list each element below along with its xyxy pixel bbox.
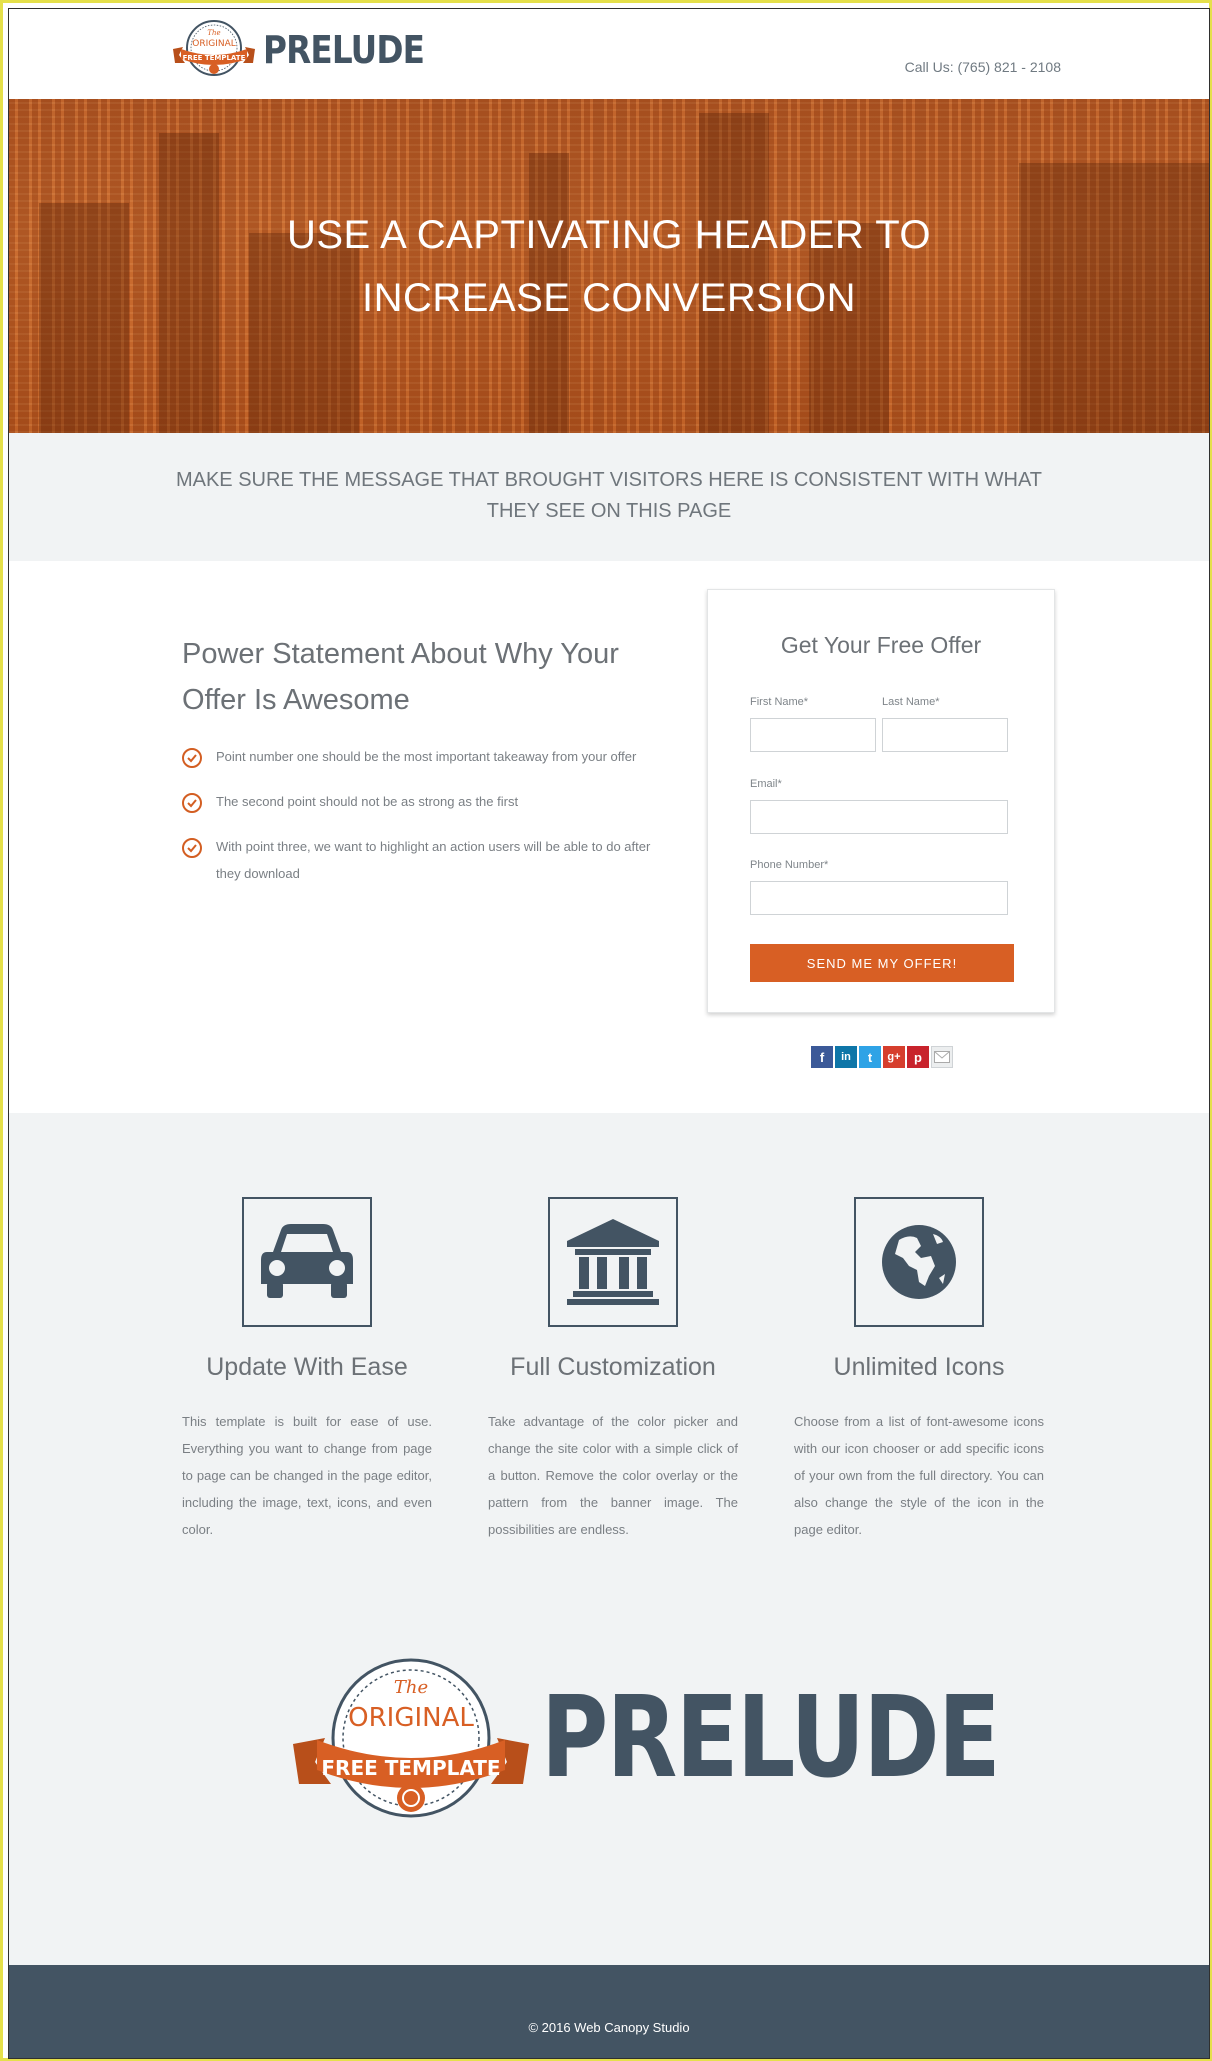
feature-icon-box [854,1197,984,1327]
features-section [9,1113,1209,1965]
first-name-label: First Name* [750,696,809,708]
email-label: Email* [750,778,782,790]
feature-icon-box [242,1197,372,1327]
twitter-icon[interactable]: t [859,1046,881,1068]
svg-text:The: The [207,29,221,37]
brand-logo[interactable] [171,19,450,81]
car-icon [259,1222,355,1302]
bullet-text: The second point should not be as strong as the first [216,794,519,809]
check-circle-icon [182,793,202,813]
hero-headline-line2: INCREASE CONVERSION [361,276,857,320]
bullet-text: With point three, we want to highlight an action users will be able to do after they download [216,839,651,881]
check-circle-icon [182,838,202,858]
phone-label: Phone Number* [750,859,829,871]
footer [9,1965,1209,2059]
power-statement: Power Statement About Why Your Offer Is Awesome [182,638,619,716]
pinterest-icon[interactable]: p [907,1046,929,1068]
last-name-field[interactable] [882,718,1008,752]
email-icon[interactable] [931,1046,953,1068]
linkedin-icon[interactable]: in [835,1046,857,1068]
subheadline-section [9,433,1209,561]
offer-section [9,561,1209,1113]
landing-page [8,8,1210,2059]
hero-headline-line1: USE A CAPTIVATING HEADER TO [286,213,932,257]
feature-text: Choose from a list of font-awesome icons with our icon chooser or add specific icons of your own from the full directory. You can also change the style of the icon in the page editor. [794,1414,1044,1537]
svg-text:FREE TEMPLATE: FREE TEMPLATE [321,1756,501,1780]
list-item [182,837,662,887]
feature-card [794,1197,1044,1543]
google-plus-icon[interactable]: g+ [883,1046,905,1068]
form-title: Get Your Free Offer [780,632,982,658]
hero-headline [9,204,1209,330]
feature-icon-box [548,1197,678,1327]
svg-text:The: The [393,1677,429,1698]
facebook-icon[interactable]: f [811,1046,833,1068]
last-name-label: Last Name* [882,696,940,708]
svg-text:ORIGINAL: ORIGINAL [192,39,236,49]
phone-number: Call Us: (765) 821 - 2108 [904,59,1061,75]
check-circle-icon [182,748,202,768]
copyright-text: © 2016 Web Canopy Studio [528,2020,690,2035]
list-item [182,792,662,815]
brand-name: PRELUDE [263,28,425,72]
bullet-text: Point number one should be the most important takeaway from your offer [216,749,637,764]
badge-icon [291,1658,531,1818]
bank-icon [567,1219,659,1305]
feature-card [182,1197,432,1543]
feature-text: This template is built for ease of use. Everything you want to change from page to page can be changed in the page editor, including the image, text, icons, and even color. [182,1414,432,1537]
footer-brand-logo [291,1658,1100,1818]
list-item [182,747,662,770]
top-bar [9,9,1209,99]
first-name-field[interactable] [750,718,876,752]
brand-name: PRELUDE [541,1673,1000,1803]
email-field[interactable] [750,800,1008,834]
subheadline-text: MAKE SURE THE MESSAGE THAT BROUGHT VISITORS HERE IS CONSISTENT WITH WHAT THEY SEE ON THIS PAGE [175,469,1043,522]
feature-card [488,1197,738,1543]
bullet-list [182,747,662,909]
feature-title: Full Customization [510,1353,716,1381]
share-bar [811,1046,953,1068]
feature-title: Update With Ease [206,1353,408,1381]
badge-icon [171,19,257,81]
offer-form [707,589,1055,1013]
svg-text:FREE TEMPLATE: FREE TEMPLATE [182,54,246,62]
feature-text: Take advantage of the color picker and change the site color with a simple click of a button. Remove the color overlay or the pattern from the banner image. The possibilities are endless. [488,1414,738,1537]
submit-offer-button[interactable]: SEND ME MY OFFER! [750,944,1014,982]
phone-field[interactable] [750,881,1008,915]
globe-icon [881,1224,957,1300]
hero-banner [9,99,1209,433]
feature-title: Unlimited Icons [833,1353,1005,1381]
svg-text:ORIGINAL: ORIGINAL [348,1703,474,1733]
